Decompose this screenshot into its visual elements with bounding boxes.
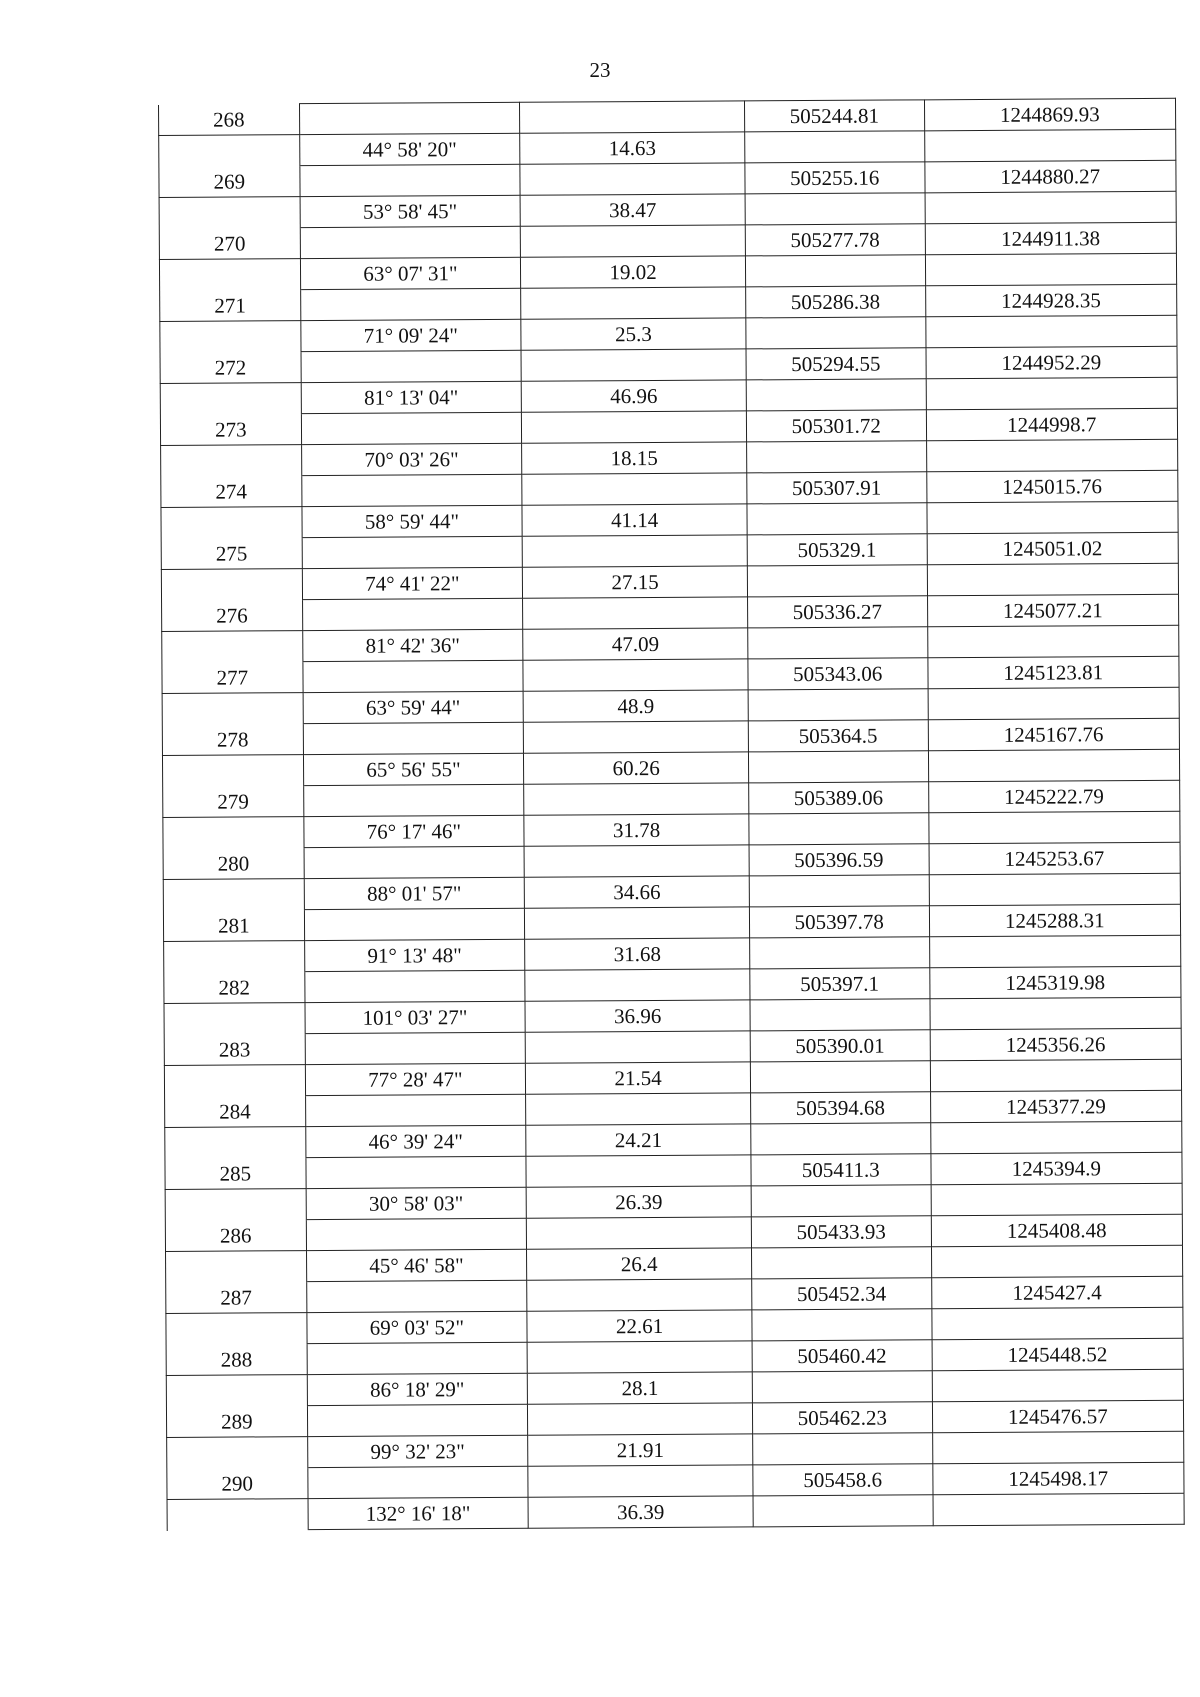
bearing-cell: 99° 32' 23" (307, 1435, 528, 1467)
distance-cell: 48.9 (523, 690, 748, 722)
empty-cell (523, 597, 748, 629)
survey-coordinates-table (158, 98, 1185, 1531)
y-coordinate-cell: 1245427.4 (931, 1276, 1183, 1309)
empty-cell (161, 507, 302, 539)
y-coordinate-cell: 1245394.9 (930, 1152, 1182, 1185)
empty-cell (304, 846, 525, 878)
y-coordinate-cell: 1245288.31 (929, 904, 1181, 937)
bearing-cell: 46° 39' 24" (305, 1125, 526, 1157)
x-coordinate-cell: 505460.42 (752, 1340, 932, 1372)
empty-cell (522, 535, 747, 567)
point-id-cell: 271 (160, 290, 301, 322)
x-coordinate-cell: 505411.3 (751, 1154, 931, 1186)
x-coordinate-cell: 505389.06 (749, 782, 929, 814)
x-coordinate-cell: 505244.81 (744, 100, 924, 132)
empty-cell (928, 687, 1180, 720)
y-coordinate-cell: 1245448.52 (932, 1338, 1184, 1371)
distance-cell: 41.14 (522, 504, 747, 536)
x-coordinate-cell: 505301.72 (746, 410, 926, 442)
bearing-cell: 86° 18' 29" (307, 1373, 528, 1405)
empty-cell (752, 1371, 932, 1403)
empty-cell (307, 1466, 528, 1498)
empty-cell (753, 1433, 933, 1465)
empty-cell (927, 563, 1179, 596)
empty-cell (161, 569, 302, 601)
empty-cell (750, 937, 930, 969)
point-id-cell: 273 (160, 414, 301, 446)
empty-cell (520, 163, 745, 195)
empty-cell (300, 226, 521, 258)
bearing-cell: 30° 58' 03" (306, 1187, 527, 1219)
y-coordinate-cell: 1244911.38 (925, 222, 1177, 255)
y-coordinate-cell: 1244880.27 (924, 160, 1176, 193)
empty-cell (522, 411, 747, 443)
bearing-cell: 76° 17' 46" (303, 815, 524, 847)
bearing-cell: 81° 42' 36" (302, 629, 523, 661)
empty-cell (748, 627, 928, 659)
distance-cell: 34.66 (524, 876, 749, 908)
page-number: 23 (589, 58, 611, 82)
y-coordinate-cell: 1244869.93 (924, 98, 1176, 131)
empty-cell (299, 102, 520, 134)
x-coordinate-cell: 505286.38 (746, 286, 926, 318)
empty-cell (751, 1123, 931, 1155)
empty-cell (302, 536, 523, 568)
point-id-cell: 277 (162, 662, 303, 694)
point-id-cell: 284 (165, 1096, 306, 1128)
empty-cell (521, 349, 746, 381)
empty-cell (165, 1189, 306, 1221)
y-coordinate-cell: 1245222.79 (928, 780, 1180, 813)
y-coordinate-cell: 1244952.29 (926, 346, 1178, 379)
empty-cell (160, 383, 301, 415)
empty-cell (926, 377, 1178, 410)
x-coordinate-cell: 505458.6 (753, 1464, 933, 1496)
empty-cell (526, 1093, 751, 1125)
empty-cell (164, 1003, 305, 1035)
empty-cell (527, 1217, 752, 1249)
empty-cell (748, 689, 928, 721)
distance-cell: 19.02 (521, 256, 746, 288)
point-id-cell: 290 (167, 1468, 308, 1500)
empty-cell (304, 970, 525, 1002)
empty-cell (522, 473, 747, 505)
x-coordinate-cell: 505462.23 (752, 1402, 932, 1434)
empty-cell (303, 722, 524, 754)
empty-cell (159, 135, 300, 167)
empty-cell (524, 721, 749, 753)
empty-cell (306, 1218, 527, 1250)
distance-cell: 46.96 (521, 380, 746, 412)
empty-cell (930, 1121, 1182, 1154)
empty-cell (166, 1375, 307, 1407)
y-coordinate-cell: 1245253.67 (929, 842, 1181, 875)
x-coordinate-cell: 505452.34 (752, 1278, 932, 1310)
empty-cell (750, 999, 930, 1031)
point-id-cell: 281 (163, 910, 304, 942)
point-id-cell: 275 (161, 538, 302, 570)
empty-cell (307, 1342, 528, 1374)
empty-cell (925, 253, 1177, 286)
empty-cell (304, 908, 525, 940)
empty-cell (746, 379, 926, 411)
bearing-cell: 77° 28' 47" (305, 1063, 526, 1095)
empty-cell (750, 1061, 930, 1093)
y-coordinate-cell: 1245356.26 (930, 1028, 1182, 1061)
bearing-cell: 69° 03' 52" (306, 1311, 527, 1343)
bearing-cell: 91° 13' 48" (304, 939, 525, 971)
y-coordinate-cell: 1244928.35 (925, 284, 1177, 317)
empty-cell (748, 751, 928, 783)
y-coordinate-cell: 1244998.7 (926, 408, 1178, 441)
point-id-cell: 272 (160, 352, 301, 384)
x-coordinate-cell: 505397.1 (750, 968, 930, 1000)
empty-cell (932, 1369, 1184, 1402)
empty-cell (931, 1245, 1183, 1278)
point-id-cell: 278 (162, 724, 303, 756)
empty-cell (747, 565, 927, 597)
point-id-cell: 289 (166, 1406, 307, 1438)
empty-cell (926, 439, 1178, 472)
bearing-cell: 65° 56' 55" (303, 753, 524, 785)
empty-cell (925, 191, 1177, 224)
empty-cell (751, 1247, 931, 1279)
empty-cell (525, 907, 750, 939)
empty-cell (166, 1313, 307, 1345)
x-coordinate-cell: 505364.5 (748, 720, 928, 752)
empty-cell (746, 317, 926, 349)
empty-cell (306, 1156, 527, 1188)
empty-cell (301, 474, 522, 506)
empty-cell (927, 625, 1179, 658)
point-id-cell: 280 (163, 848, 304, 880)
empty-cell (527, 1279, 752, 1311)
distance-cell: 14.63 (520, 132, 745, 164)
bearing-cell: 71° 09' 24" (300, 319, 521, 351)
y-coordinate-cell: 1245167.76 (928, 718, 1180, 751)
x-coordinate-cell: 505255.16 (745, 162, 925, 194)
segment-row (167, 1493, 1184, 1530)
empty-cell (305, 1032, 526, 1064)
distance-cell: 31.78 (524, 814, 749, 846)
empty-cell (524, 845, 749, 877)
point-id-cell: 285 (165, 1158, 306, 1190)
empty-cell (930, 997, 1182, 1030)
empty-cell (928, 811, 1180, 844)
empty-cell (747, 503, 927, 535)
x-coordinate-cell: 505396.59 (749, 844, 929, 876)
distance-cell: 60.26 (524, 752, 749, 784)
empty-cell (305, 1094, 526, 1126)
empty-cell (745, 131, 925, 163)
empty-cell (932, 1431, 1184, 1464)
bearing-cell: 74° 41' 22" (302, 567, 523, 599)
bearing-cell: 63° 07' 31" (300, 257, 521, 289)
distance-cell: 27.15 (523, 566, 748, 598)
bearing-cell: 53° 58' 45" (300, 195, 521, 227)
x-coordinate-cell: 505307.91 (747, 472, 927, 504)
empty-cell (527, 1341, 752, 1373)
empty-cell (303, 660, 524, 692)
empty-cell (753, 1495, 933, 1527)
empty-cell (163, 817, 304, 849)
empty-cell (523, 659, 748, 691)
survey-table-body (159, 98, 1185, 1530)
x-coordinate-cell: 505336.27 (747, 596, 927, 628)
point-id-cell: 268 (159, 104, 300, 136)
empty-cell (301, 412, 522, 444)
point-id-cell: 287 (166, 1282, 307, 1314)
bearing-cell: 44° 58' 20" (299, 133, 520, 165)
x-coordinate-cell: 505390.01 (750, 1030, 930, 1062)
x-coordinate-cell: 505433.93 (751, 1216, 931, 1248)
empty-cell (167, 1437, 308, 1469)
empty-cell (928, 749, 1180, 782)
empty-cell (751, 1185, 931, 1217)
empty-cell (747, 441, 927, 473)
empty-cell (933, 1493, 1185, 1526)
distance-cell: 22.61 (527, 1310, 752, 1342)
distance-cell: 18.15 (522, 442, 747, 474)
empty-cell (302, 598, 523, 630)
x-coordinate-cell: 505277.78 (745, 224, 925, 256)
empty-cell (752, 1309, 932, 1341)
point-id-cell: 274 (161, 476, 302, 508)
bearing-cell: 101° 03' 27" (305, 1001, 526, 1033)
empty-cell (161, 445, 302, 477)
distance-cell: 28.1 (527, 1372, 752, 1404)
empty-cell (164, 941, 305, 973)
x-coordinate-cell: 505397.78 (749, 906, 929, 938)
distance-cell: 36.96 (525, 1000, 750, 1032)
empty-cell (159, 259, 300, 291)
point-id-cell: 288 (166, 1344, 307, 1376)
y-coordinate-cell: 1245123.81 (927, 656, 1179, 689)
x-coordinate-cell: 505329.1 (747, 534, 927, 566)
empty-cell (303, 784, 524, 816)
empty-cell (160, 321, 301, 353)
empty-cell (745, 193, 925, 225)
point-id-cell: 270 (159, 228, 300, 260)
empty-cell (164, 1065, 305, 1097)
distance-cell: 36.39 (528, 1496, 753, 1528)
point-id-cell: 286 (165, 1220, 306, 1252)
point-id-cell: 269 (159, 166, 300, 198)
bearing-cell: 81° 13' 04" (301, 381, 522, 413)
empty-cell (924, 129, 1176, 162)
empty-cell (929, 935, 1181, 968)
y-coordinate-cell: 1245077.21 (927, 594, 1179, 627)
empty-cell (929, 873, 1181, 906)
empty-cell (165, 1127, 306, 1159)
y-coordinate-cell: 1245408.48 (931, 1214, 1183, 1247)
empty-cell (166, 1251, 307, 1283)
bearing-cell: 45° 46' 58" (306, 1249, 527, 1281)
empty-cell (301, 350, 522, 382)
x-coordinate-cell: 505394.68 (751, 1092, 931, 1124)
empty-cell (299, 164, 520, 196)
empty-cell (300, 288, 521, 320)
x-coordinate-cell: 505343.06 (748, 658, 928, 690)
empty-cell (528, 1465, 753, 1497)
y-coordinate-cell: 1245498.17 (932, 1462, 1184, 1495)
empty-cell (307, 1404, 528, 1436)
empty-cell (931, 1307, 1183, 1340)
empty-cell (520, 101, 745, 133)
distance-cell: 26.4 (527, 1248, 752, 1280)
y-coordinate-cell: 1245476.57 (932, 1400, 1184, 1433)
point-id-cell: 279 (163, 786, 304, 818)
empty-cell (931, 1183, 1183, 1216)
empty-cell (159, 197, 300, 229)
empty-cell (167, 1499, 308, 1531)
empty-cell (524, 783, 749, 815)
empty-cell (930, 1059, 1182, 1092)
distance-cell: 21.54 (526, 1062, 751, 1094)
empty-cell (162, 631, 303, 663)
point-id-cell: 276 (162, 600, 303, 632)
empty-cell (306, 1280, 527, 1312)
empty-cell (163, 879, 304, 911)
empty-cell (528, 1403, 753, 1435)
bearing-cell: 63° 59' 44" (303, 691, 524, 723)
distance-cell: 31.68 (525, 938, 750, 970)
point-id-cell: 282 (164, 972, 305, 1004)
y-coordinate-cell: 1245319.98 (929, 966, 1181, 999)
empty-cell (525, 1031, 750, 1063)
y-coordinate-cell: 1245051.02 (927, 532, 1179, 565)
empty-cell (162, 693, 303, 725)
distance-cell: 38.47 (520, 194, 745, 226)
bearing-cell: 70° 03' 26" (301, 443, 522, 475)
empty-cell (162, 755, 303, 787)
y-coordinate-cell: 1245015.76 (926, 470, 1178, 503)
distance-cell: 26.39 (526, 1186, 751, 1218)
distance-cell: 47.09 (523, 628, 748, 660)
distance-cell: 25.3 (521, 318, 746, 350)
distance-cell: 21.91 (528, 1434, 753, 1466)
bearing-cell: 88° 01' 57" (304, 877, 525, 909)
empty-cell (521, 287, 746, 319)
empty-cell (520, 225, 745, 257)
y-coordinate-cell: 1245377.29 (930, 1090, 1182, 1123)
empty-cell (925, 315, 1177, 348)
empty-cell (749, 813, 929, 845)
distance-cell: 24.21 (526, 1124, 751, 1156)
empty-cell (525, 969, 750, 1001)
empty-cell (745, 255, 925, 287)
point-id-cell: 283 (164, 1034, 305, 1066)
empty-cell (526, 1155, 751, 1187)
x-coordinate-cell: 505294.55 (746, 348, 926, 380)
empty-cell (926, 501, 1178, 534)
empty-cell (749, 875, 929, 907)
bearing-cell: 132° 16' 18" (308, 1497, 529, 1529)
bearing-cell: 58° 59' 44" (302, 505, 523, 537)
